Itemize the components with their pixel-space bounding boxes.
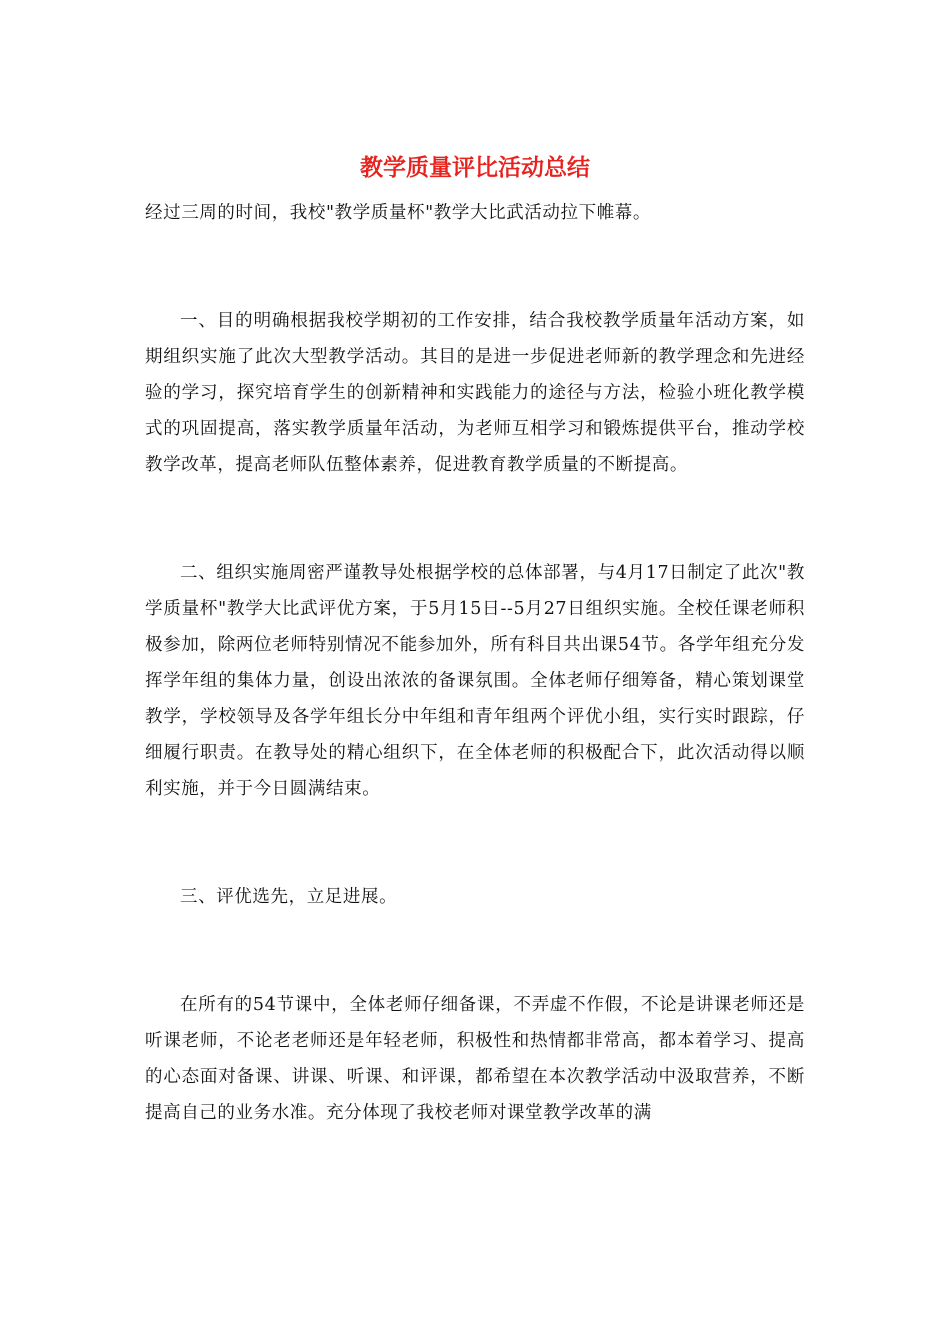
document-title: 教学质量评比活动总结 [360, 155, 590, 181]
section-paragraph-2: 二、组织实施周密严谨教导处根据学校的总体部署，与4月17日制定了此次"教学质量杯"教学大比武评优方案，于5月15日--5月27日组织实施。全校任课老师积极参加，除两位老师特别情况不能参加外，所有科目共出课54节。各学年组充分发挥学年组的集体力量，创设出浓浓的备课氛围。全体老师仔细筹备，精心策划课堂教学，学校领导及各学年组长分中年组和青年组两个评优小组，实行实时跟踪，仔细履行职责。在教导处的精心组织下，在全体老师的积极配合下，此次活动得以顺利实施，并于今日圆满结束。 [145, 563, 805, 799]
intro-paragraph: 经过三周的时间，我校"教学质量杯"教学大比武活动拉下帷幕。 [145, 203, 651, 223]
section-paragraph-1: 一、目的明确根据我校学期初的工作安排，结合我校教学质量年活动方案，如期组织实施了此次大型教学活动。其目的是进一步促进老师新的教学理念和先进经验的学习，探究培育学生的创新精神和实践能力的途径与方法，检验小班化教学模式的巩固提高，落实教学质量年活动，为老师互相学习和锻炼提供平台，推动学校教学改革，提高老师队伍整体素养，促进教育教学质量的不断提高。 [145, 311, 805, 475]
section-paragraph-4: 在所有的54节课中，全体老师仔细备课，不弄虚不作假，不论是讲课老师还是听课老师，不论老老师还是年轻老师，积极性和热情都非常高，都本着学习、提高的心态面对备课、讲课、听课、和评课，都希望在本次教学活动中汲取营养，不断提高自己的业务水准。充分体现了我校老师对课堂教学改革的满 [145, 995, 805, 1123]
document-body [145, 195, 805, 1131]
section-heading-3: 三、评优选先，立足进展。 [180, 887, 398, 907]
